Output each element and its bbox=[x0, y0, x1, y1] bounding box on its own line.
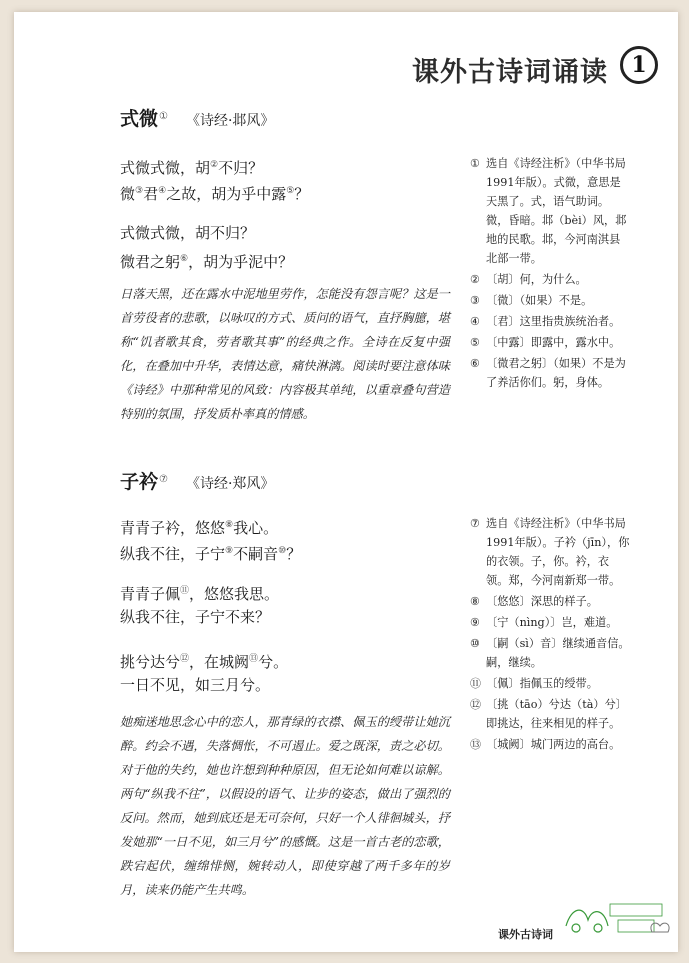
footnote-number: ⑦ bbox=[470, 517, 480, 530]
footnote-item bbox=[470, 312, 630, 331]
footnote-ref: ⑪ bbox=[180, 586, 190, 596]
verse-text: ？ bbox=[294, 185, 310, 203]
verse-text: 不嗣音 bbox=[233, 545, 279, 563]
footnote-item bbox=[470, 291, 630, 310]
poem-source: 《诗经·郑风》 bbox=[185, 476, 275, 492]
poem-verse-line bbox=[120, 512, 278, 541]
poem-commentary: 日落天黑，还在露水中泥地里劳作，怎能没有怨言呢？这是一首劳役者的悲歌，以咏叹的方式、质问的语气，直抒胸臆，堪称“饥者歌其食，劳者歌其事”的经典之作。全诗在反复中强化，在叠加中升华，表情达意，痛快淋漓。阅读时要注意体味《诗经》中那种常见的风致：内容极其单纯，以重章叠句营造特别的氛围，抒发质朴率真的情感。 bbox=[120, 287, 450, 421]
verse-text: 青青子衿，悠悠 bbox=[120, 519, 226, 537]
footnotes-panel bbox=[470, 514, 630, 756]
footnote-text: 〔中露〕即露中，露水中。 bbox=[486, 336, 621, 349]
footnote-text: 〔挑（tāo）兮达（tà）兮〕即挑达，往来相见的样子。 bbox=[486, 698, 627, 730]
poem-verse-line bbox=[120, 152, 263, 181]
footnote-ref: ② bbox=[210, 160, 219, 170]
footnote-number: ③ bbox=[470, 294, 480, 307]
verse-text: 挑兮达兮 bbox=[120, 653, 181, 671]
footnote-text: 〔佩〕指佩玉的绶带。 bbox=[486, 677, 598, 690]
verse-text: 青青子佩 bbox=[120, 585, 181, 603]
footnote-number: ⑥ bbox=[470, 357, 480, 370]
footnote-ref: ⑥ bbox=[180, 254, 189, 264]
footnote-number: ② bbox=[470, 273, 480, 286]
verse-text: 兮。 bbox=[258, 653, 289, 671]
poem-source: 《诗经·邶风》 bbox=[185, 113, 275, 129]
verse-text: ，悠悠我思。 bbox=[189, 585, 280, 603]
footnote-number: ① bbox=[470, 157, 480, 170]
footnote-text: 选自《诗经注析》（中华书局1991年版）。式微，意思是天黑了。式，语气助词。微，昏暗。邶（bèi）风，邶地的民歌。邶，今河南淇县北部一带。 bbox=[486, 157, 627, 265]
section-number-badge: 1 bbox=[620, 46, 658, 84]
footnote-ref: ⑦ bbox=[159, 473, 168, 485]
footnote-item bbox=[470, 613, 630, 632]
poem-verse-line bbox=[120, 646, 288, 675]
verse-text: 微 bbox=[120, 185, 136, 203]
footnote-item bbox=[470, 735, 630, 754]
verse-text: 微君之躬 bbox=[120, 253, 181, 271]
footnote-ref: ⑫ bbox=[180, 654, 190, 664]
verse-text: 之故，胡为乎中露 bbox=[166, 185, 287, 203]
poem-title-shiwei bbox=[120, 104, 274, 131]
footnote-number: ⑤ bbox=[470, 336, 480, 349]
footnote-ref: ③ bbox=[135, 186, 144, 196]
watermark-logo bbox=[562, 896, 674, 942]
footnote-item bbox=[470, 592, 630, 611]
footnote-ref: ⑨ bbox=[225, 546, 234, 556]
textbook-page bbox=[14, 12, 678, 952]
footnote-ref: ① bbox=[159, 110, 168, 122]
footnote-item bbox=[470, 695, 630, 733]
footnote-ref: ⑬ bbox=[249, 654, 259, 664]
footnote-number: ④ bbox=[470, 315, 480, 328]
footnote-ref: ④ bbox=[158, 186, 167, 196]
footnote-item bbox=[470, 333, 630, 352]
footnote-ref: ⑤ bbox=[286, 186, 295, 196]
footnote-ref: ⑧ bbox=[225, 520, 234, 530]
poem-commentary: 她痴迷地思念心中的恋人，那青绿的衣襟、佩玉的绶带让她沉醉。约会不遇，失落惆怅，不可遏止。爱之既深，责之必切。对于他的失约，她也许想到种种原因，但无论如何难以谅解。两句“纵我不往”，以假设的语气、让步的姿态，做出了强烈的反问。然而，她到底还是无可奈何，只好一个人徘徊城头，抒发她那“一日不见，如三月兮”的感慨。这是一首古老的恋歌，跌宕起伏，缠绵悱恻，婉转动人，即使穿越了两千多年的岁月，读来仍能产生共鸣。 bbox=[120, 715, 450, 897]
footnote-text: 〔微〕（如果）不是。 bbox=[486, 294, 593, 307]
footnote-item bbox=[470, 154, 630, 268]
section-title: 课外古诗词诵读 bbox=[412, 57, 608, 88]
verse-text: 纵我不往，子宁 bbox=[120, 545, 226, 563]
poem-name: 式微 bbox=[120, 108, 159, 130]
footnote-text: 〔微君之躬〕（如果）不是为了养活你们。躬，身体。 bbox=[486, 357, 626, 389]
footnote-number: ⑪ bbox=[470, 677, 481, 690]
poem-name: 子衿 bbox=[120, 471, 159, 493]
verse-text: 我心。 bbox=[233, 519, 279, 537]
footnote-number: ⑬ bbox=[470, 738, 481, 751]
footnote-number: ⑧ bbox=[470, 595, 480, 608]
poem-verse-line bbox=[120, 578, 279, 607]
footnote-text: 〔嗣（sì）音〕继续通音信。嗣，继续。 bbox=[486, 637, 630, 669]
footnote-item bbox=[470, 674, 630, 693]
verse-text: 一日不见，如三月兮。 bbox=[120, 676, 271, 694]
footnote-text: 〔胡〕何，为什么。 bbox=[486, 273, 587, 286]
footnote-item bbox=[470, 270, 630, 289]
footnote-text: 选自《诗经注析》（中华书局1991年版）。子衿（jīn），你的衣领。子，你。衿，衣领。郑，今河南新郑一带。 bbox=[486, 517, 630, 587]
verse-text: ，胡为乎泥中？ bbox=[188, 253, 294, 271]
footnote-text: 〔君〕这里指贵族统治者。 bbox=[486, 315, 621, 328]
footnote-number: ⑩ bbox=[470, 637, 480, 650]
poem-verse-line bbox=[120, 246, 293, 275]
poem-verse-line bbox=[120, 604, 270, 630]
verse-text: ，在城阙 bbox=[189, 653, 250, 671]
verse-text: 式微式微，胡 bbox=[120, 159, 211, 177]
footnote-text: 〔宁（nìng）〕岂，难道。 bbox=[486, 616, 618, 629]
footnote-item bbox=[470, 354, 630, 392]
verse-text: 君 bbox=[143, 185, 159, 203]
footer-running-title: 课外古诗词 bbox=[498, 928, 553, 941]
verse-text: ？ bbox=[286, 545, 302, 563]
footnote-text: 〔悠悠〕深思的样子。 bbox=[486, 595, 598, 608]
footnote-number: ⑫ bbox=[470, 698, 481, 711]
verse-text: 纵我不往，子宁不来？ bbox=[120, 608, 271, 626]
poem-verse-line bbox=[120, 672, 270, 698]
poem-verse-line bbox=[120, 538, 301, 567]
footnote-ref: ⑩ bbox=[278, 546, 287, 556]
verse-text: 式微式微，胡不归？ bbox=[120, 224, 256, 242]
footnotes-panel bbox=[470, 154, 630, 394]
verse-text: 不归？ bbox=[218, 159, 264, 177]
poem-title-zijin bbox=[120, 467, 274, 494]
footnote-item bbox=[470, 514, 630, 590]
footnote-text: 〔城阙〕城门两边的高台。 bbox=[486, 738, 621, 751]
poem-verse-line bbox=[120, 220, 255, 246]
poem-verse-line bbox=[120, 178, 309, 207]
footnote-number: ⑨ bbox=[470, 616, 480, 629]
footnote-item bbox=[470, 634, 630, 672]
